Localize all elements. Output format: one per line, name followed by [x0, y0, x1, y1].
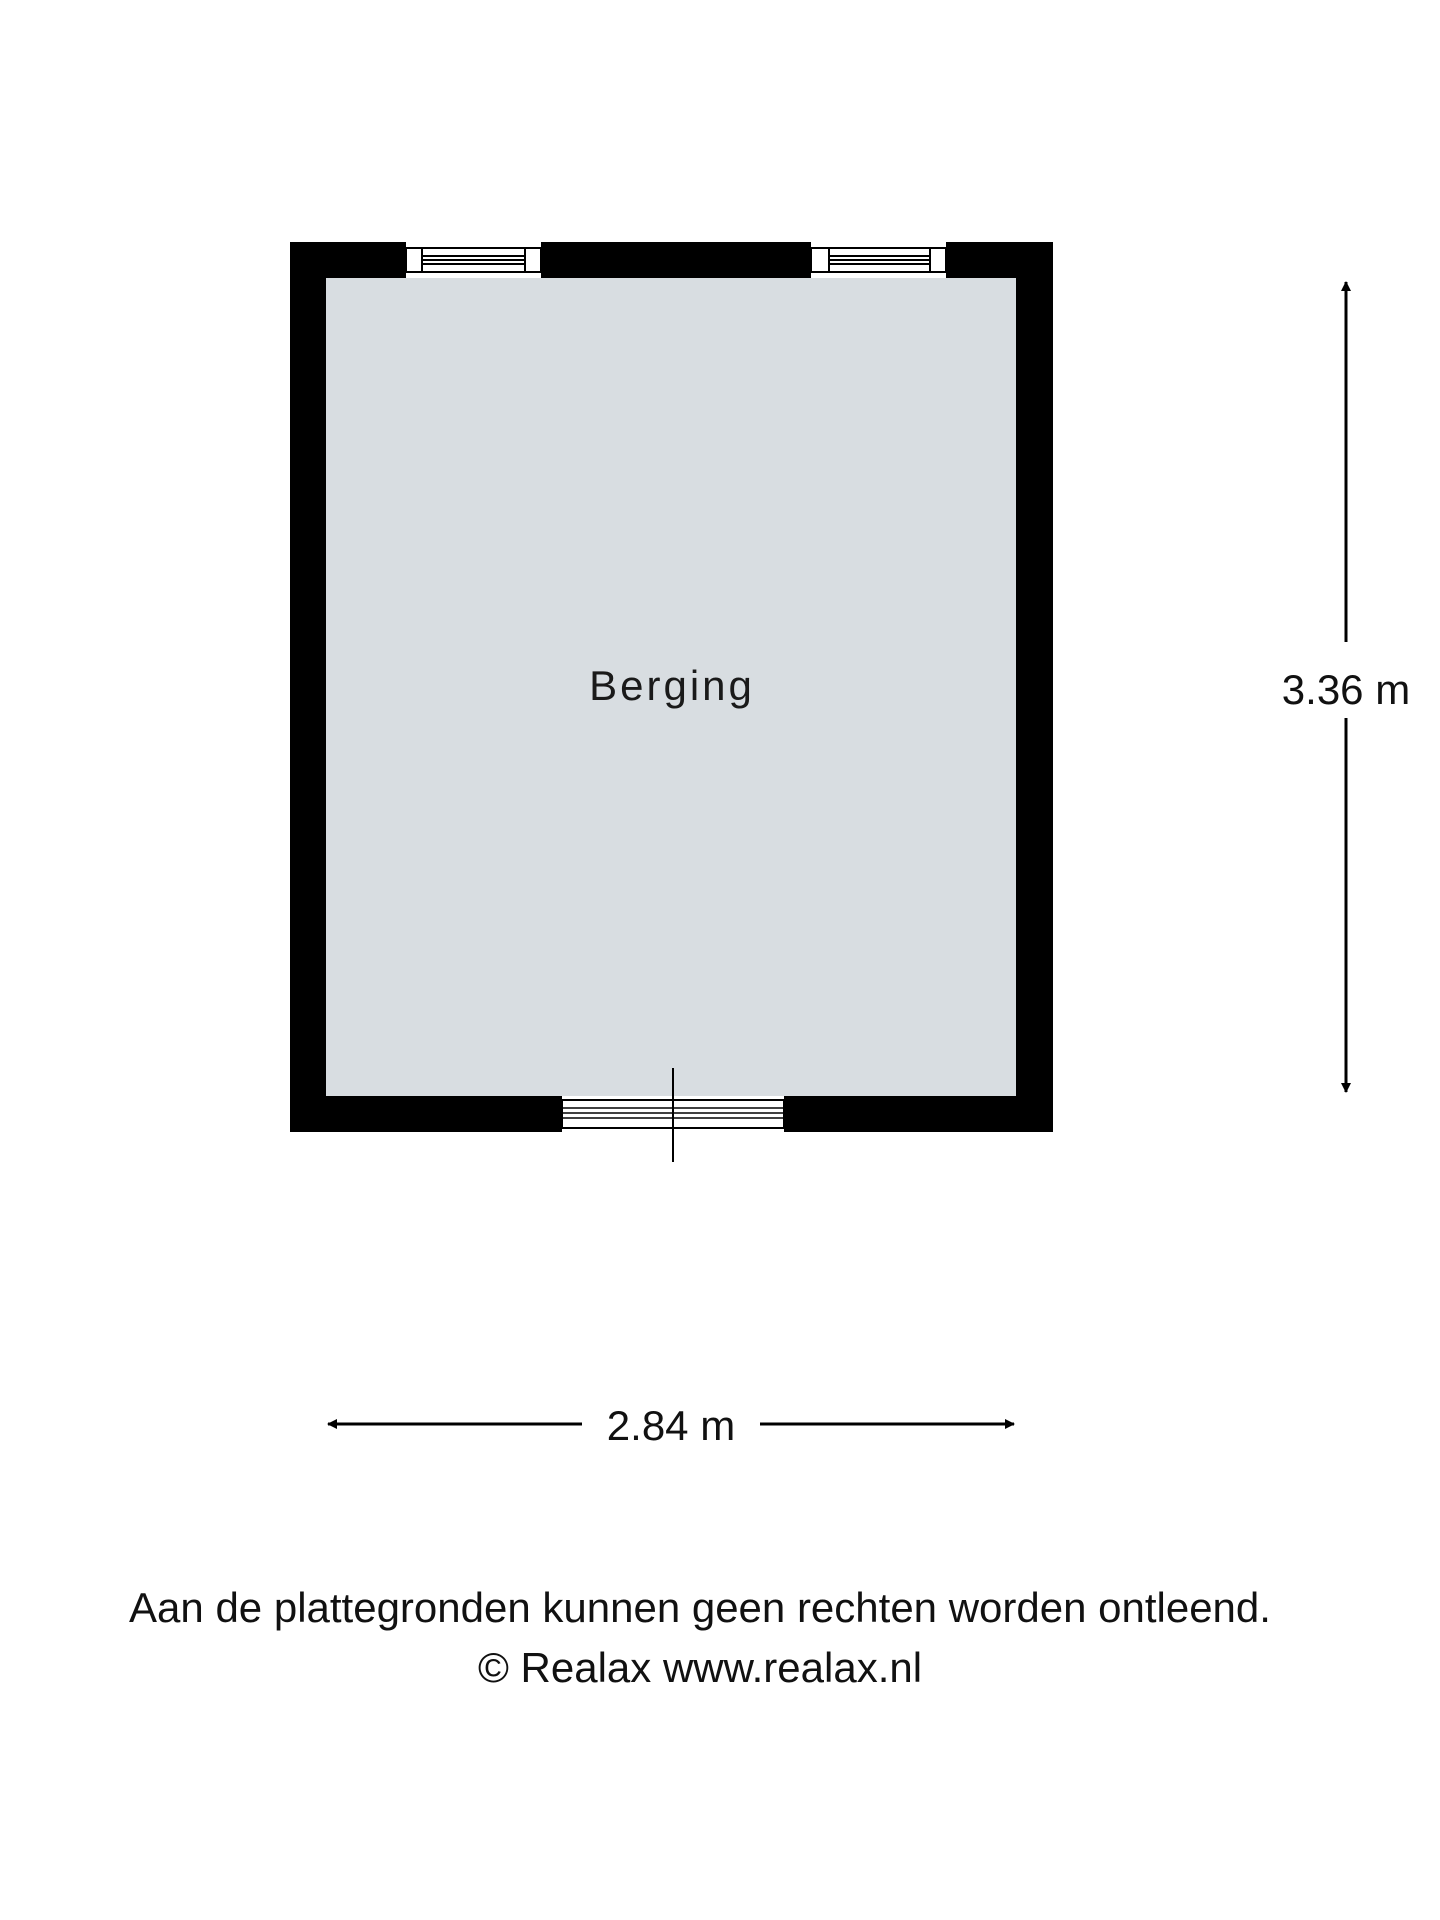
room-label: Berging [589, 662, 755, 709]
wall-bottom-right [784, 1096, 1053, 1132]
width-label: 2.84 m [606, 1402, 736, 1449]
width-dimension [328, 1402, 1014, 1449]
window-top-left [406, 248, 541, 272]
wall-bottom-left [290, 1096, 562, 1132]
height-label: 3.36 m [1281, 666, 1411, 713]
wall-top-right [946, 242, 1053, 278]
wall-top-middle [541, 242, 811, 278]
wall-left [290, 242, 326, 1132]
disclaimer-text: Aan de plattegronden kunnen geen rechten worden ontleend. [129, 1584, 1271, 1631]
window-top-right [811, 248, 946, 272]
height-dimension [1282, 282, 1410, 1092]
wall-right [1016, 242, 1053, 1132]
copyright-text: © Realax www.realax.nl [477, 1644, 923, 1691]
wall-top-left [290, 242, 406, 278]
